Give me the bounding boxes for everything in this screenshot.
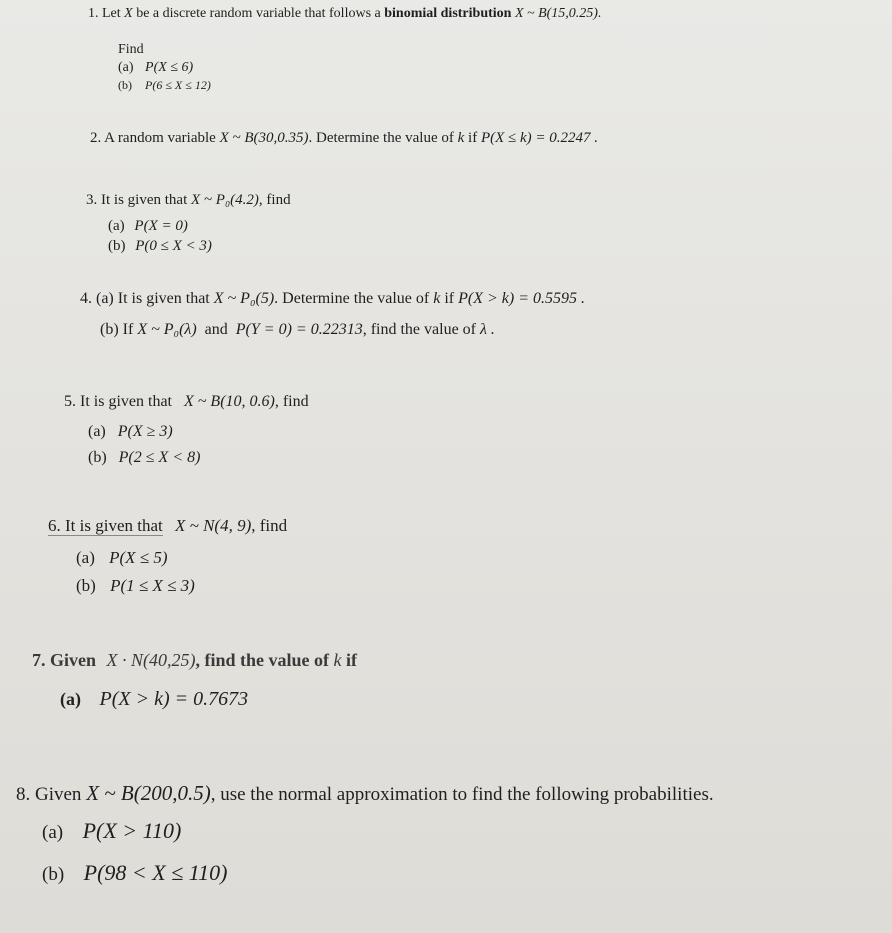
question-8-math: X ~ B(200,0.5) xyxy=(86,781,211,805)
question-8-prefix: 8. Given xyxy=(16,784,82,805)
question-2-math-1: X ~ B(30,0.35) xyxy=(219,130,309,146)
question-8-part-a xyxy=(42,818,181,844)
question-2-line xyxy=(90,130,598,147)
question-2-math-2: P(X ≤ k) = 0.2247 . xyxy=(480,130,599,146)
question-5-part-b xyxy=(88,449,200,467)
question-7-part-a xyxy=(60,688,248,711)
question-8-text: , use the normal approximation to find the following probabilities. xyxy=(210,784,714,805)
part-label: (b) xyxy=(88,449,107,466)
part-math: P(98 < X ≤ 110) xyxy=(83,860,228,885)
part-label: (b) xyxy=(42,864,65,885)
question-1-part-b xyxy=(118,78,211,93)
question-4-b-prefix: (b) If xyxy=(100,321,134,338)
part-math: P(X > 110) xyxy=(82,818,182,843)
question-7-math: X · N(40,25) xyxy=(106,650,196,670)
question-1-line xyxy=(88,6,601,22)
part-label: (a) xyxy=(60,689,81,709)
part-label: (b) xyxy=(76,576,96,595)
question-2-prefix: 2. A random variable xyxy=(90,130,216,146)
question-1-bold-text: binomial distribution xyxy=(384,6,512,21)
part-math: P(2 ≤ X < 8) xyxy=(118,449,201,466)
question-7-line xyxy=(32,650,357,671)
part-math: P(X = 0) xyxy=(134,218,188,234)
question-5-line xyxy=(64,393,309,411)
question-4-b-and: and xyxy=(204,321,228,338)
question-8-part-b xyxy=(42,860,227,886)
part-math: P(0 ≤ X < 3) xyxy=(135,238,212,254)
question-6-line xyxy=(48,516,287,536)
question-2-variable: k xyxy=(457,130,465,146)
question-7-prefix: 7. Given xyxy=(32,650,97,670)
question-6-part-b xyxy=(76,576,195,596)
question-6-math: X ~ N(4, 9) xyxy=(174,516,252,535)
part-label: (a) xyxy=(76,548,95,567)
question-5-part-a xyxy=(88,423,173,441)
question-4-prefix: 4. (a) It is given that xyxy=(80,290,210,307)
question-6-prefix: 6. It is given that xyxy=(48,516,163,535)
question-5-prefix: 5. It is given that xyxy=(64,393,172,410)
question-4-b-text: , find the value of xyxy=(362,321,476,338)
question-1-variable: X xyxy=(124,6,133,21)
question-4-line-b xyxy=(100,321,495,339)
question-3-prefix: 3. It is given that xyxy=(86,192,188,208)
question-7-variable: k xyxy=(333,650,342,670)
question-2-text: . Determine the value of xyxy=(308,130,454,146)
question-4-b-math-2: P(Y = 0) = 0.22313 xyxy=(235,321,363,338)
question-8-line xyxy=(16,781,714,806)
question-4-b-lambda: λ . xyxy=(480,321,495,338)
question-3-part-a xyxy=(108,218,188,235)
question-4-text: . Determine the value of xyxy=(274,290,430,307)
question-5-suffix: , find xyxy=(274,393,309,410)
part-math: P(1 ≤ X ≤ 3) xyxy=(110,576,195,595)
part-math: P(X ≥ 3) xyxy=(117,423,173,440)
question-3-suffix: , find xyxy=(258,192,291,208)
question-1-text: be a discrete random variable that follows a xyxy=(136,6,381,21)
question-3-line xyxy=(86,192,291,209)
question-4-variable: k xyxy=(433,290,441,307)
part-label: (b) xyxy=(118,78,132,92)
part-math: P(X > k) = 0.7673 xyxy=(99,688,249,710)
part-label: (a) xyxy=(108,218,125,234)
question-4-math-2: P(X > k) = 0.5595 . xyxy=(458,290,586,307)
question-1-math: X ~ B(15,0.25). xyxy=(514,6,602,21)
part-label: (b) xyxy=(108,238,126,254)
part-math: P(X ≤ 6) xyxy=(145,60,194,75)
question-4-if: if xyxy=(444,290,455,307)
question-7-text: , find the value of xyxy=(195,650,330,670)
part-math: P(6 ≤ X ≤ 12) xyxy=(145,78,211,92)
question-7-if: if xyxy=(346,650,358,670)
question-1-find: Find xyxy=(118,42,144,57)
question-2-if: if xyxy=(468,130,478,146)
question-5-math: X ~ B(10, 0.6) xyxy=(183,393,275,410)
part-label: (a) xyxy=(42,822,64,843)
question-4-b-math-1: X ~ P₀(λ) xyxy=(137,321,197,338)
part-math: P(X ≤ 5) xyxy=(109,548,168,567)
question-6-part-a xyxy=(76,548,168,568)
question-6-suffix: , find xyxy=(251,516,288,535)
part-label: (a) xyxy=(118,60,134,75)
question-1-part-a xyxy=(118,60,193,76)
question-3-math: X ~ P₀(4.2) xyxy=(191,192,259,208)
question-4-line-a xyxy=(80,290,585,308)
question-1-prefix: 1. Let xyxy=(88,6,121,21)
part-label: (a) xyxy=(88,423,106,440)
question-3-part-b xyxy=(108,238,212,255)
question-4-math-1: X ~ P₀(5) xyxy=(213,290,275,307)
